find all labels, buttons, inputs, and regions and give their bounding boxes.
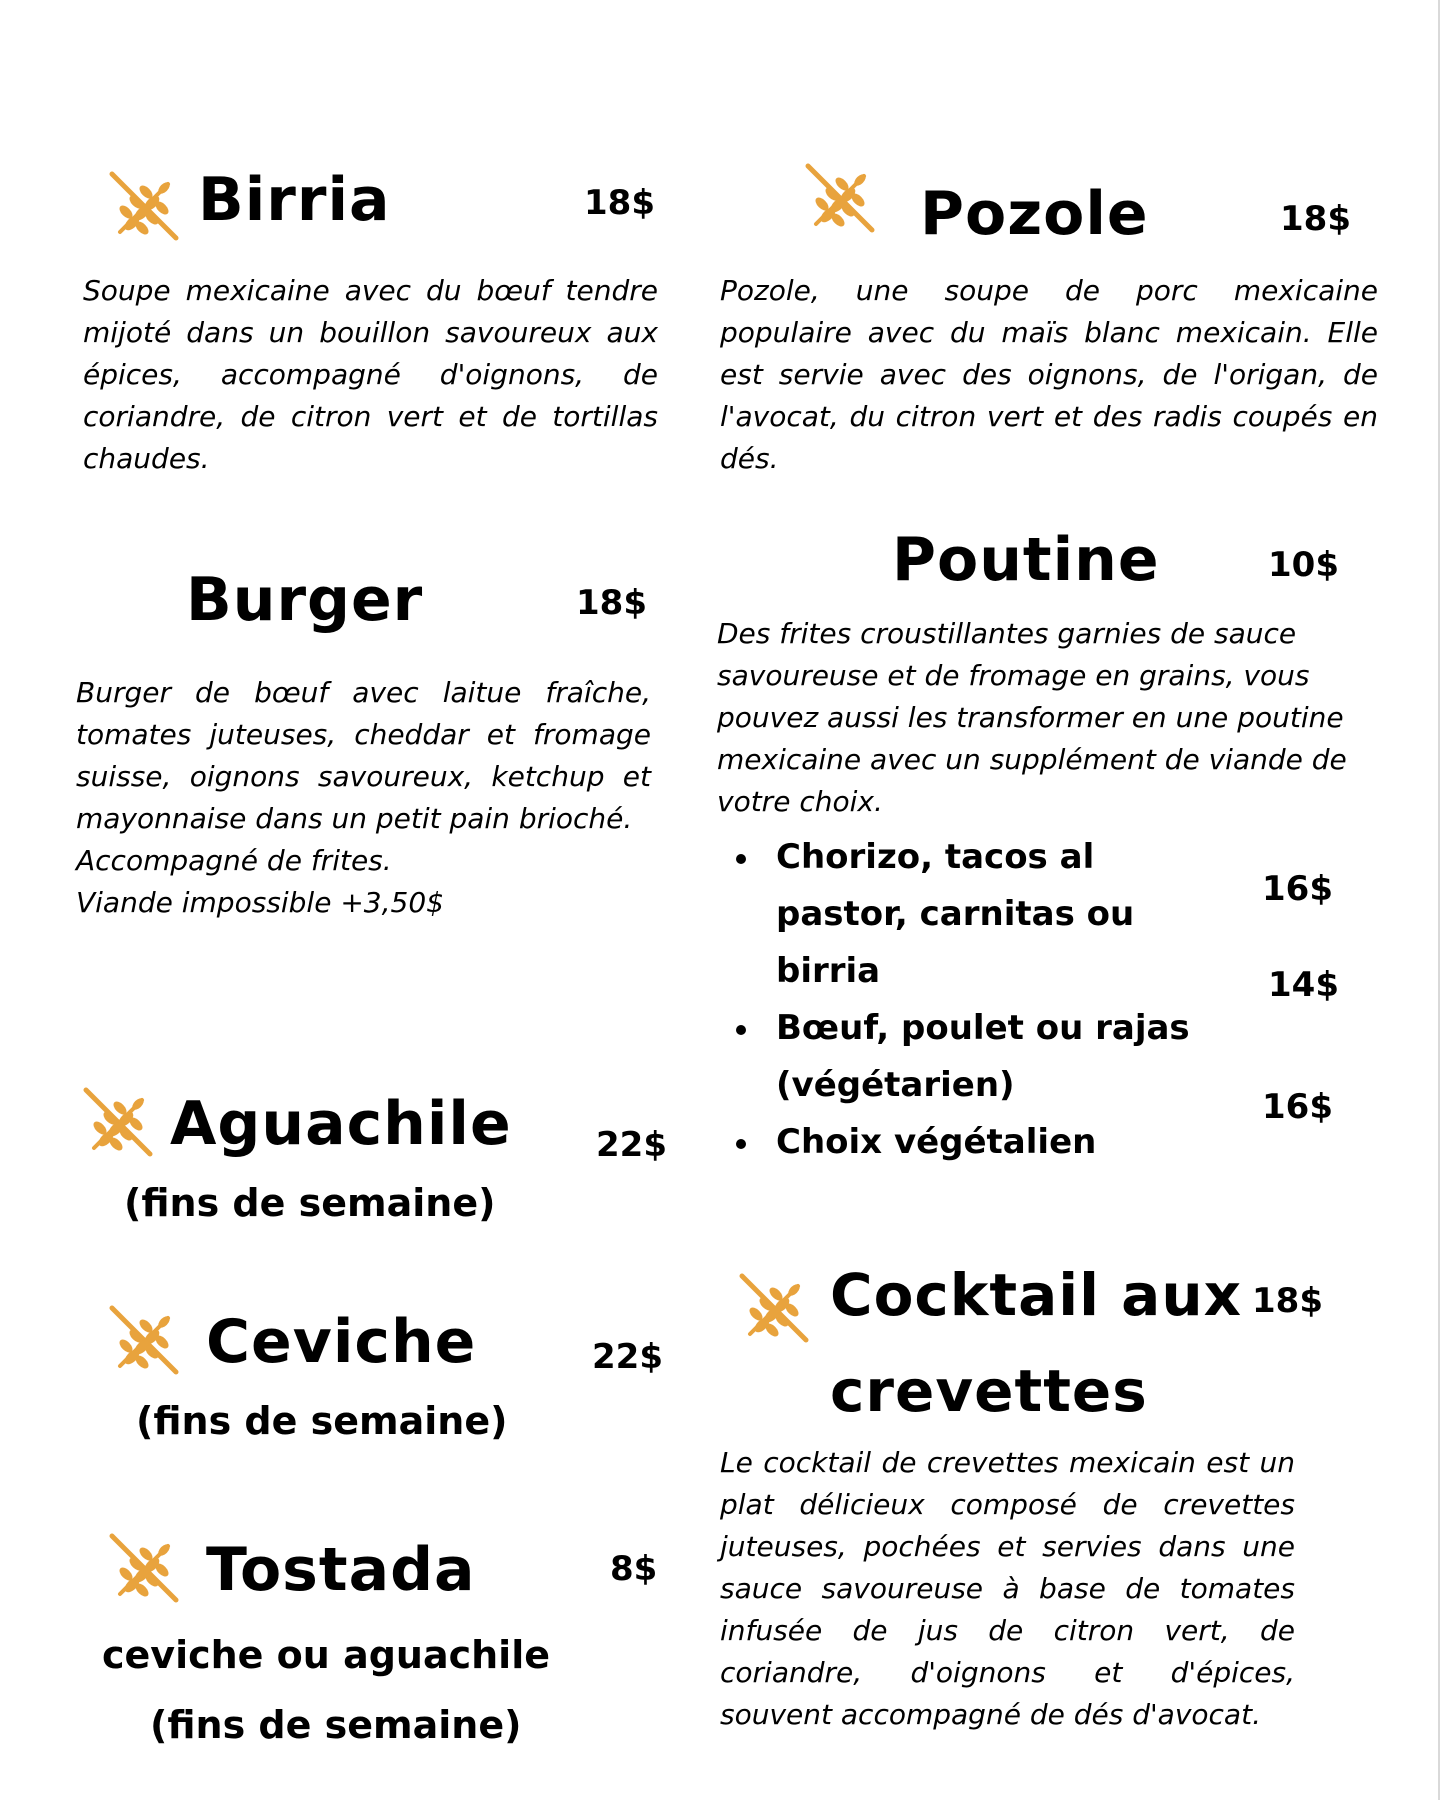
item-note: (fins de semaine)	[124, 1181, 496, 1225]
poutine-option-price: 14$	[1268, 965, 1339, 1005]
gluten-free-icon	[106, 1302, 182, 1378]
item-title: Poutine	[892, 525, 1160, 595]
poutine-option: Choix végétalien	[736, 1114, 1196, 1171]
item-note: (fins de semaine)	[136, 1399, 508, 1443]
item-price: 22$	[596, 1125, 667, 1165]
item-price: 18$	[576, 583, 647, 623]
item-subtitle: ceviche ou aguachile	[102, 1633, 551, 1677]
item-title: Ceviche	[206, 1307, 477, 1377]
item-price: 18$	[1280, 199, 1351, 239]
item-price: 8$	[610, 1549, 658, 1589]
poutine-option: Bœuf, poulet ou rajas (végétarien)	[736, 1000, 1196, 1114]
gluten-free-icon	[736, 1270, 812, 1346]
item-title-line1: Cocktail aux	[830, 1261, 1243, 1329]
poutine-option-price: 16$	[1262, 1087, 1333, 1127]
gluten-free-icon	[80, 1084, 156, 1160]
poutine-options-list	[736, 829, 1196, 1171]
item-note: (fins de semaine)	[150, 1703, 522, 1747]
item-price: 18$	[584, 183, 655, 223]
item-title: Birria	[198, 165, 391, 235]
item-title: Tostada	[206, 1535, 476, 1605]
item-title: Aguachile	[170, 1089, 512, 1159]
item-description: Soupe mexicaine avec du bœuf tendre mijoté dans un bouillon savoureux aux épices, accompagné d'oignons, de coriandre, de citron vert et de tortillas chaudes.	[83, 274, 658, 475]
item-description: Le cocktail de crevettes mexicain est un plat délicieux composé de crevettes juteuses, pochées et servies dans une sauce savoureuse à base de tomates infusée de jus de citron vert, de coriandre, d'oignons et d'épices, souvent accompagné de dés d'avocat.	[720, 1446, 1295, 1731]
gluten-free-icon	[106, 168, 182, 244]
item-price: 10$	[1268, 545, 1339, 585]
item-description: Pozole, une soupe de porc mexicaine populaire avec du maïs blanc mexicain. Elle est servie avec des oignons, de l'origan, de l'avocat, du citron vert et des radis coupés en dés.	[720, 274, 1378, 475]
poutine-option: Chorizo, tacos al pastor, carnitas ou birria	[736, 829, 1196, 1000]
item-title: Burger	[186, 565, 424, 635]
item-side: Accompagné de frites.	[76, 844, 392, 877]
item-title: Pozole	[920, 179, 1149, 249]
item-price: 22$	[592, 1337, 663, 1377]
poutine-option-price: 16$	[1262, 869, 1333, 909]
item-price: 18$	[1252, 1281, 1323, 1321]
gluten-free-icon	[106, 1530, 182, 1606]
item-title-line2: crevettes	[830, 1357, 1148, 1425]
item-option: Viande impossible +3,50$	[76, 886, 444, 919]
item-description: Burger de bœuf avec laitue fraîche, tomates juteuses, cheddar et fromage suisse, oignons savoureux, ketchup et mayonnaise dans un petit pain brioché.	[76, 676, 651, 835]
gluten-free-icon	[802, 160, 878, 236]
item-description: Des frites croustillantes garnies de sauce savoureuse et de fromage en grains, vous pouvez aussi les transformer en une poutine mexicaine avec un supplément de viande de votre choix.	[717, 617, 1347, 818]
